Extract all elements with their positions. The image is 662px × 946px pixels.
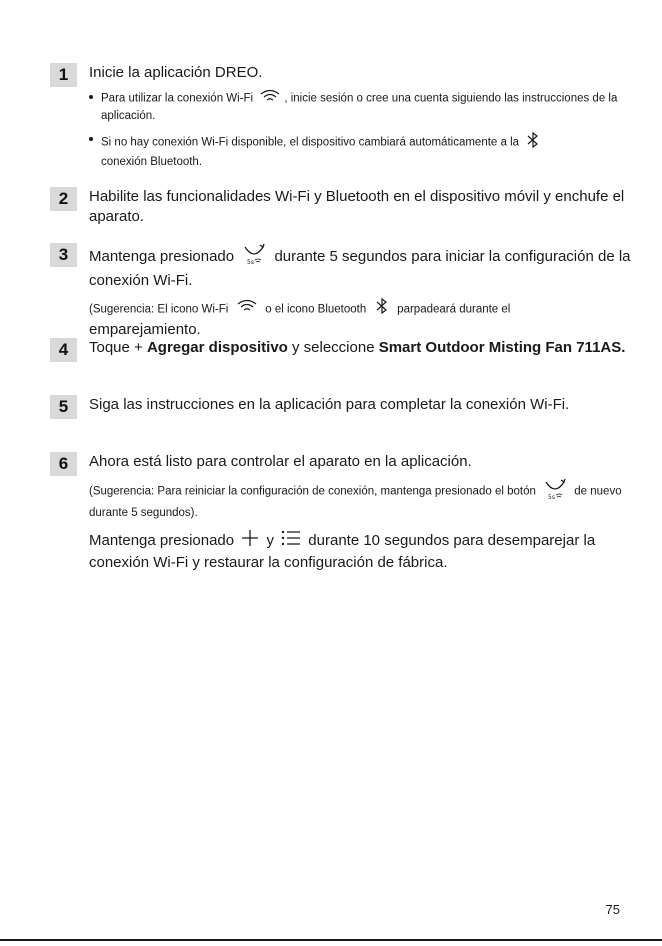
step-number: 5: [50, 395, 77, 419]
step-title: Inicie la aplicación DREO.: [89, 64, 263, 81]
bluetooth-icon: [525, 131, 541, 154]
step-3: [50, 243, 640, 340]
step-4: [50, 338, 640, 358]
power-wifi-button-icon: [241, 243, 267, 271]
step-1: [50, 63, 640, 177]
svg-text:5s: 5s: [247, 259, 255, 265]
step-number: 6: [50, 452, 77, 476]
power-wifi-button-icon: [542, 478, 568, 505]
step-number: 2: [50, 187, 77, 211]
bullet-list: [89, 89, 640, 170]
tip-note: (Sugerencia: El icono Wi-Fi o el icono Bluetooth parpadeará durante el emparejamiento.: [89, 297, 640, 340]
list-item: Si no hay conexión Wi-Fi disponible, el dispositivo cambiará automáticamente a la conexión Bluetooth.: [89, 131, 640, 170]
step-number: 4: [50, 338, 77, 362]
step-5: [50, 395, 640, 415]
factory-reset-instruction: Mantenga presionado y durante 10 segundos para desemparejar la conexión Wi-Fi y restaurar la configuración de fábrica.: [89, 529, 640, 573]
step-title: Ahora está listo para controlar el aparato en la aplicación.: [89, 453, 472, 470]
svg-text:5s: 5s: [548, 494, 556, 500]
plus-icon: [241, 529, 259, 553]
tip-note: (Sugerencia: Para reiniciar la configuración de conexión, mantenga presionado el botón 5s de nuevo durante 5 segundos).: [89, 478, 640, 521]
step-title: Toque + Agregar dispositivo y seleccione Smart Outdoor Misting Fan 711AS.: [89, 339, 626, 356]
step-title: Habilite las funcionalidades Wi-Fi y Bluetooth en el dispositivo móvil y enchufe el aparato.: [89, 188, 625, 225]
footer-rule: [0, 939, 662, 941]
list-item: Para utilizar la conexión Wi-Fi , inicie sesión o cree una cuenta siguiendo las instrucciones de la aplicación.: [89, 89, 640, 124]
menu-list-icon: [281, 529, 301, 553]
step-number: 3: [50, 243, 77, 267]
step-number: 1: [50, 63, 77, 87]
step-title: Mantenga presionado 5s durante 5 segundos para iniciar la configuración de la conexión Wi-Fi.: [89, 243, 640, 291]
wifi-icon: [236, 299, 258, 318]
step-2: [50, 187, 640, 227]
page-number: 75: [605, 902, 620, 917]
wifi-icon: [259, 89, 281, 108]
step-title: Siga las instrucciones en la aplicación para completar la conexión Wi-Fi.: [89, 396, 570, 413]
bluetooth-icon: [374, 297, 390, 320]
step-6: [50, 452, 640, 573]
